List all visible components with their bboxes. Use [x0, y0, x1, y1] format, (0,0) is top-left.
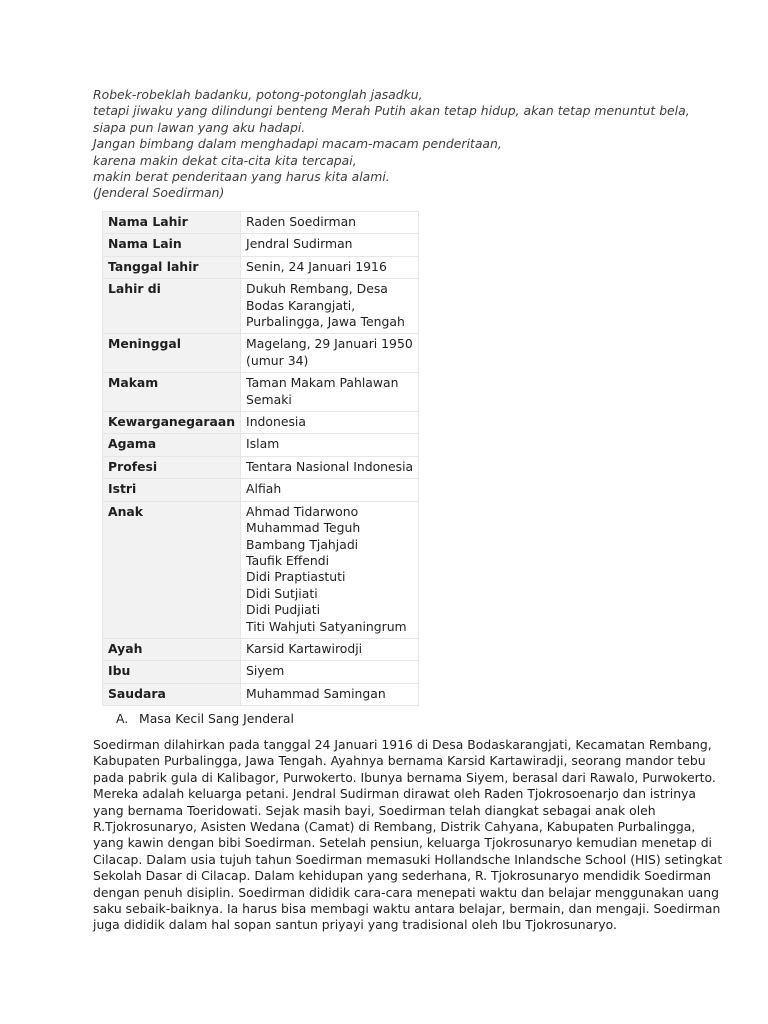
infobox-value-line: Didi Praptiastuti: [246, 569, 346, 585]
infobox-value: [241, 212, 419, 234]
paragraph-line: yang bernama Toeridowati. Sejak masih bayi, Soedirman telah diangkat sebagai anak oleh: [93, 802, 656, 818]
infobox-value: [241, 434, 419, 456]
section-heading: [116, 711, 294, 727]
infobox-value-line: Purbalingga, Jawa Tengah: [246, 314, 405, 330]
infobox-value: [241, 279, 419, 334]
infobox-label: Kewarganegaraan: [103, 412, 241, 434]
infobox-label: Istri: [103, 479, 241, 501]
infobox-row: [103, 212, 419, 234]
infobox-value-line: Alfiah: [246, 481, 282, 497]
infobox-label: Makam: [103, 373, 241, 412]
paragraph-line: Soedirman dilahirkan pada tanggal 24 Januari 1916 di Desa Bodaskarangjati, Kecamatan Rembang,: [93, 737, 712, 752]
infobox-row: [103, 456, 419, 478]
infobox-row: [103, 638, 419, 660]
infobox-label: Ayah: [103, 638, 241, 660]
infobox-value: [241, 412, 419, 434]
quote-line: siapa pun lawan yang aku hadapi.: [93, 119, 306, 135]
infobox-value-line: Muhammad Teguh: [246, 520, 361, 536]
infobox-value: [241, 334, 419, 373]
infobox-row: [103, 661, 419, 683]
opening-quote: [93, 87, 693, 202]
infobox-label: Tanggal lahir: [103, 256, 241, 278]
paragraph-line: saku sebaik-baiknya. Ia harus bisa membagi waktu antara belajar, bermain, dan mengaji. Soedirman: [93, 901, 721, 917]
infobox-value-line: Senin, 24 Januari 1916: [246, 258, 387, 274]
infobox-value: [241, 638, 419, 660]
infobox-value-line: Semaki: [246, 391, 292, 407]
quote-attribution: (Jenderal Soedirman): [93, 185, 225, 201]
infobox-value: [241, 683, 419, 705]
body-paragraph: [93, 737, 723, 934]
infobox-row: [103, 501, 419, 638]
infobox-value-line: Raden Soedirman: [246, 214, 357, 229]
infobox-value-line: Bodas Karangjati,: [246, 297, 356, 313]
paragraph-line: Cilacap. Dalam usia tujuh tahun Soedirman memasuki Hollandsche Inlandsche School (HIS) setingkat: [93, 851, 723, 867]
infobox-value-line: Dukuh Rembang, Desa: [246, 281, 388, 297]
infobox-value: [241, 456, 419, 478]
paragraph-line: juga dididik dalam hal sopan santun priyayi yang tradisional oleh Ibu Tjokrosunaryo.: [93, 917, 617, 933]
infobox-value-line: Siyem: [246, 663, 285, 679]
infobox-value-line: Magelang, 29 Januari 1950: [246, 336, 413, 352]
infobox-value-line: Jendral Sudirman: [246, 236, 353, 252]
infobox-label: Nama Lain: [103, 234, 241, 256]
infobox-row: [103, 234, 419, 256]
infobox-value-line: Ahmad Tidarwono: [246, 503, 359, 519]
infobox-value: [241, 373, 419, 412]
infobox-value: [241, 479, 419, 501]
paragraph-line: R.Tjokrosunaryo, Asisten Wedana (Camat) di Rembang, Distrik Cahyana, Kabupaten Purbalingga,: [93, 819, 696, 835]
paragraph-line: Kabupaten Purbalingga, Jawa Tengah. Ayahnya bernama Karsid Kartawiradji, seorang mandor tebu: [93, 753, 706, 769]
infobox-value-line: Karsid Kartawirodji: [246, 640, 363, 656]
infobox-label: Nama Lahir: [103, 212, 241, 234]
paragraph-line: Sekolah Dasar di Cilacap. Dalam kehidupan yang sederhana, R. Tjokrosunaryo mendidik Soedirman: [93, 868, 711, 884]
paragraph-line: yang kawin dengan bibi Soedirman. Setelah pensiun, keluarga Tjokrosunaryo kemudian menetap di: [93, 835, 713, 851]
infobox-value-line: Didi Sutjiati: [246, 585, 318, 601]
infobox-value-line: Tentara Nasional Indonesia: [246, 458, 414, 474]
paragraph-line: dengan penuh disiplin. Soedirman dididik cara-cara menepati waktu dan belajar menggunakan uang: [93, 884, 719, 900]
infobox-value-line: Indonesia: [246, 414, 306, 430]
infobox-label: Agama: [103, 434, 241, 456]
quote-line: Jangan bimbang dalam menghadapi macam-macam penderitaan,: [93, 136, 502, 152]
infobox-row: [103, 683, 419, 705]
infobox-row: [103, 479, 419, 501]
infobox-row: [103, 412, 419, 434]
infobox-value: [241, 501, 419, 638]
infobox-row: [103, 256, 419, 278]
infobox-row: [103, 334, 419, 373]
infobox-label: Meninggal: [103, 334, 241, 373]
infobox-value-line: (umur 34): [246, 352, 309, 368]
paragraph-line: Mereka adalah keluarga petani. Jendral Sudirman dirawat oleh Raden Tjokrosoenarjo dan istrinya: [93, 786, 696, 802]
infobox-value: [241, 256, 419, 278]
infobox-row: [103, 434, 419, 456]
section-title: Masa Kecil Sang Jenderal: [139, 711, 294, 726]
quote-line: Robek-robeklah badanku, potong-potonglah jasadku,: [93, 87, 423, 102]
biography-infobox: [102, 211, 419, 706]
infobox-value-line: Taman Makam Pahlawan: [246, 375, 399, 391]
infobox-value-line: Bambang Tjahjadi: [246, 536, 359, 552]
quote-line: makin berat penderitaan yang harus kita alami.: [93, 169, 390, 185]
infobox-label: Ibu: [103, 661, 241, 683]
infobox-value: [241, 234, 419, 256]
infobox-label: Profesi: [103, 456, 241, 478]
paragraph-line: pada pabrik gula di Kalibagor, Purwokerto. Ibunya bernama Siyem, berasal dari Rawalo, Purwokerto.: [93, 769, 716, 785]
quote-line: tetapi jiwaku yang dilindungi benteng Merah Putih akan tetap hidup, akan tetap menuntut bela,: [93, 103, 690, 119]
infobox-value-line: Titi Wahjuti Satyaningrum: [246, 618, 407, 634]
infobox-value-line: Muhammad Samingan: [246, 685, 386, 701]
infobox-value-line: Islam: [246, 436, 280, 452]
infobox-value-line: Didi Pudjiati: [246, 602, 321, 618]
section-number: A.: [116, 711, 129, 726]
quote-line: karena makin dekat cita-cita kita tercapai,: [93, 152, 357, 168]
infobox-label: Anak: [103, 501, 241, 638]
infobox-value: [241, 661, 419, 683]
infobox-label: Lahir di: [103, 279, 241, 334]
infobox-row: [103, 373, 419, 412]
infobox-label: Saudara: [103, 683, 241, 705]
infobox-value-line: Taufik Effendi: [246, 552, 330, 568]
infobox-row: [103, 279, 419, 334]
